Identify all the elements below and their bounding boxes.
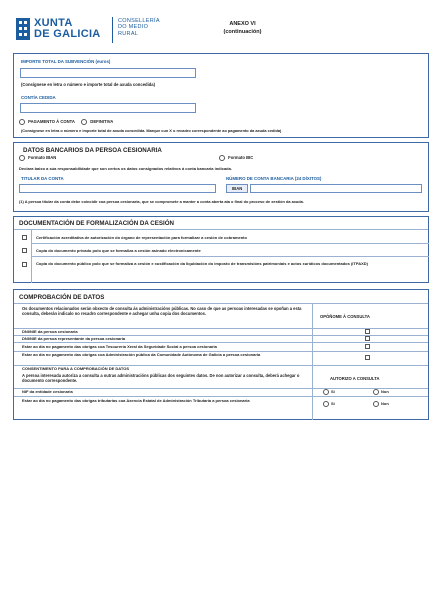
oppose-seguridade-social-checkbox[interactable] [365,344,370,349]
iban-prefix [226,184,248,193]
verification-intro: Os documentos relacionados serán obxecto de consulta ás administracións públicas. No caso de que as persoas interesadas se opoñan a esta consulta, deberán indicalo no recadro correspondente e achegar unha copia dos documentos. [22,306,302,317]
row-dni-cesionaria: DNI/NIE da persoa cesionaria [22,329,78,334]
aeat-yes-label: Si [331,401,335,407]
on-account-label: PAGAMENTO Á CONTA [28,119,75,125]
aeat-yes-radio[interactable] [323,401,329,407]
account-holder-label: TITULAR DA CONTA [21,176,64,181]
xunta-emblem-icon [15,17,31,41]
bank-note: (1) A persoa titular da conta debe coincidir coa persoa cesionaria, que se compromete a manter a conta aberta ata o final do proceso de xestión da axuda. [19,199,304,204]
ceded-amount-input[interactable] [20,103,196,113]
account-holder-input[interactable] [19,184,216,193]
aeat-no-label: Non [381,401,389,407]
definitive-radio[interactable] [81,119,87,125]
data-verification-section [13,289,429,420]
row-aeat: Estar ao día no pagamento das obrigas tributarias coa Axencia Estatal de Administración Tributaria a persoa cesionaria [22,398,250,403]
dept-line2: DO MEDIO [118,24,149,31]
doc-item-1-label: Certificación acreditativa de autorización do órgano de representación para formalizar a cesión de cobramento [36,235,247,240]
dept-line1: CONSELLERÍA [118,18,160,24]
definitive-label: DEFINITIVA [90,119,114,125]
annex-subtitle: (continuación) [223,29,262,35]
consent-text: A persoa interesada autoriza a consulta a outras administracións públicas dos seguintes datos. De non autorizar a consulta, deberá achegar o documento correspondente. [22,373,300,384]
format-bic-label: Formato BIC [228,155,254,161]
doc-item-3-label: Copia do documento público polo que se formaliza a cesión e xustificación da liquidación do imposto de transmisións patrimoniais e actos xurídicos documentados (ITPAXD) [36,261,368,266]
account-number-label: NÚMERO DE CONTA BANCARIA (24 DÍXITOS) [226,176,322,181]
on-account-radio[interactable] [19,119,25,125]
authorize-header: AUTORIZO A CONSULTA [330,376,380,381]
annex-title: ANEXO VI [229,21,256,27]
amount-input[interactable] [20,68,196,78]
logo-brand-line2: DE GALICIA [34,28,101,40]
subsidy-amount-section [13,53,429,138]
amount-label: IMPORTE TOTAL DA SUBVENCIÓN (euros) [21,59,111,64]
verification-title: COMPROBACIÓN DE DATOS [19,294,105,301]
logo-brand-line1: XUNTA [34,17,73,29]
department-name [118,18,160,37]
doc-item-1-checkbox[interactable] [22,235,27,240]
oppose-dni-representante-checkbox[interactable] [365,336,370,341]
row-nif-entidade: NIF da entidade cesionaria [22,389,73,394]
amount-note: (Consígnese en letra o número e importe total de axuda concedida) [21,82,156,87]
oppose-comunidade-autonoma-checkbox[interactable] [365,355,370,360]
format-iban-label: Formato IBAN [28,155,57,161]
format-iban-radio[interactable] [19,155,25,161]
dept-line3: RURAL [118,30,139,37]
ceded-amount-label: CONTÍA CEDIDA [21,95,56,100]
bank-declaration: Declara baixo a súa responsabilidade que son certos os datos consignados relativos á conta bancaria indicada. [19,166,232,171]
section1-note: (Consígnese en letra o número e importe total de axuda concedida. Marque cun X o recadro correspondente ao pagamento da axuda cedida) [21,128,282,133]
logo-brand [34,18,101,40]
annex-heading [205,20,280,36]
row-seguridade-social: Estar ao día no pagamento das obrigas coa Tesourería Xeral da Seguridade Social a persoa cesionaria [22,344,217,349]
nif-yes-label: Si [331,389,335,395]
doc-item-3-checkbox[interactable] [22,262,27,267]
format-bic-radio[interactable] [219,155,225,161]
documentation-section [13,216,429,283]
logo-separator [112,17,113,43]
row-comunidade-autonoma: Estar ao día no pagamento das obrigas coa Administración pública da Comunidade Autónoma de Galicia a persoa cesionaria [22,352,261,357]
account-number-input[interactable] [250,184,422,193]
nif-no-label: Non [381,389,389,395]
bank-details-section [13,142,429,212]
oppose-dni-cesionaria-checkbox[interactable] [365,329,370,334]
documentation-title: DOCUMENTACIÓN DE FORMALIZACIÓN DA CESIÓN [19,220,175,227]
row-dni-representante: DNI/NIE da persoa representante da persoa cesionaria [22,336,126,341]
iban-label: IBAN [232,186,243,191]
aeat-no-radio[interactable] [373,401,379,407]
logo [15,15,165,45]
nif-no-radio[interactable] [373,389,379,395]
oppose-header: OPÓÑOME Á CONSULTA [320,314,370,319]
doc-item-2-checkbox[interactable] [22,248,27,253]
nif-yes-radio[interactable] [323,389,329,395]
bank-details-title: DATOS BANCARIOS DA PERSOA CESIONARIA [23,147,162,154]
doc-item-2-label: Copia do documento privado polo que se formaliza a cesión asinado electronicamente [36,248,201,253]
consent-title: CONSENTIMENTO PARA A COMPROBACIÓN DE DATOS [22,366,130,371]
